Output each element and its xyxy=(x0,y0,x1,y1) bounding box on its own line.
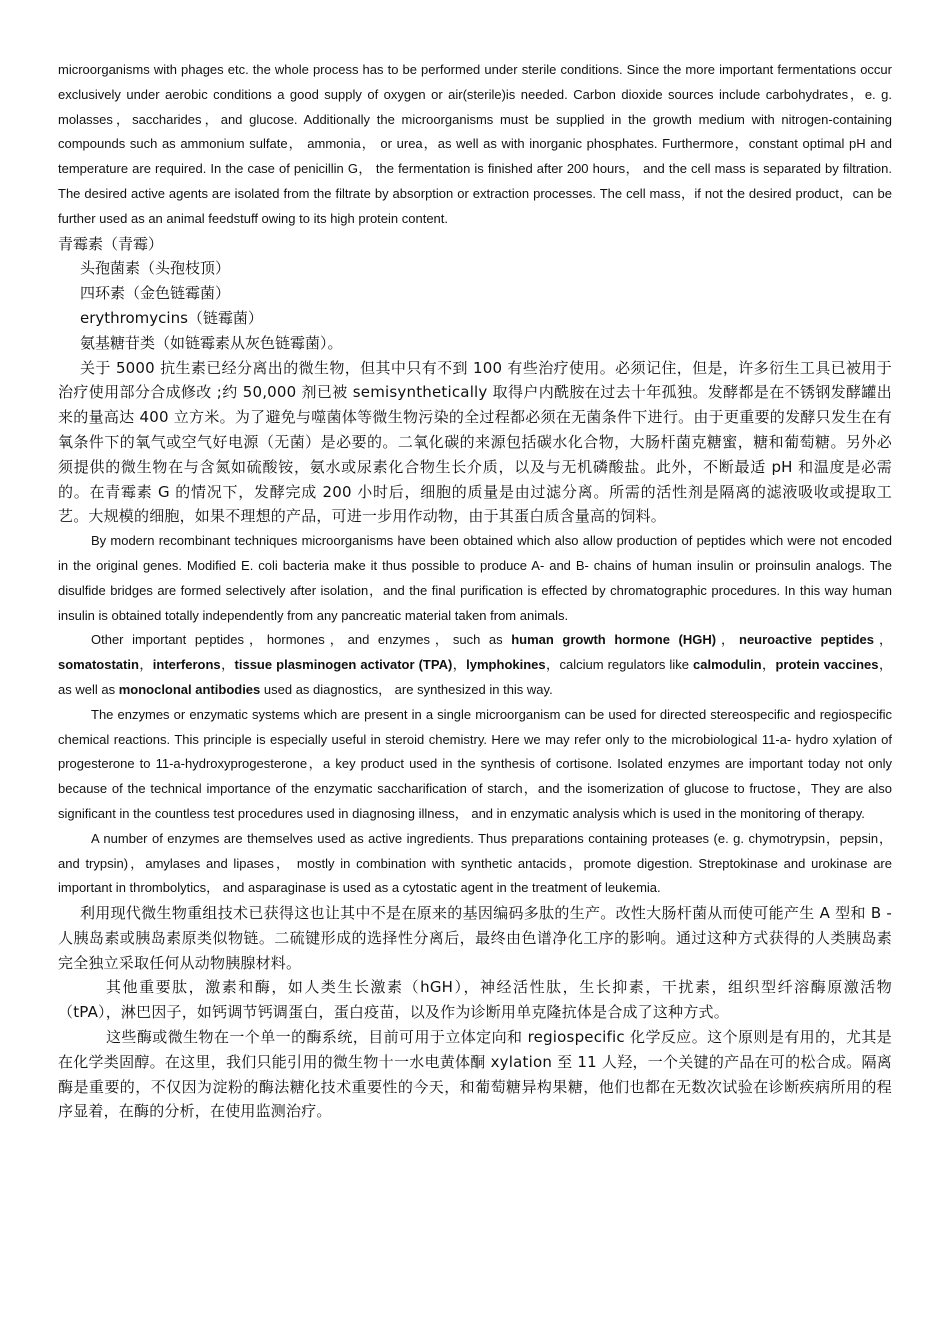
term-neuroactive-peptides: neuroactive peptides xyxy=(739,632,875,648)
term-interferons: interferons xyxy=(152,657,221,673)
list-item: 头孢菌素（头孢枝顶） xyxy=(80,259,231,278)
paragraph-recombinant-en: By modern recombinant techniques microorganisms have been obtained which also allow production of peptides which were not encoded in the original genes. Modified E. coli bacteria make it thus possible to produce A- and B- chains of human insulin or proinsulin analogs. The disulfide bridges are formed selectively after isolation，and the final purification is effected by chromatographic procedures. In this way human insulin is obtained totally independently from any pancreatic material taken from animals. xyxy=(58,533,892,623)
term-protein-vaccines: protein vaccines xyxy=(775,657,879,673)
term-calmodulin: calmodulin xyxy=(693,657,762,673)
paragraph-active-ingredients-en: A number of enzymes are themselves used as active ingredients. Thus preparations containing proteases (e. g. chymotrypsin，pepsin，and trypsin)，amylases and lipases， mostly in combination with synthetic antacids，promote digestion. Streptokinase and urokinase are important in thrombolytics， and asparaginase is used as a cytostatic agent in the treatment of leukemia. xyxy=(58,830,892,896)
term-monoclonal-antibodies: monoclonal antibodies xyxy=(118,681,261,697)
list-item: 四环素（金色链霉菌） xyxy=(80,284,231,303)
paragraph-enzymes-en: The enzymes or enzymatic systems which are present in a single microorganism can be used for directed stereospecific and regiospecific chemical reactions. This principle is especially useful in steroid chemistry. Here we may refer only to the microbiological 11-a- hydro xylation of progesterone to 11-a-hydroxyprogesterone，a key product used in the synthesis of cortisone. Isolated enzymes are important today not only because of the technical importance of the enzymatic saccharification of starch，and the isomerization of glucose to fructose，They are also significant in the countless test procedures used in diagnosing illness， and in enzymatic analysis which is used in the monitoring of therapy. xyxy=(58,706,892,821)
term-tpa: tissue plasminogen activator (TPA) xyxy=(234,657,453,673)
paragraph-fermentation-en: microorganisms with phages etc. the whole process has to be performed under sterile conditions. Since the more important fermentations occur exclusively under aerobic conditions a good supply of oxygen or air(sterile)is needed. Carbon dioxide sources include carbohydrates，e. g. molasses，saccharides，and glucose. Additionally the microorganisms must be supplied in the growth medium with nitrogen-containing compounds such as ammonium sulfate， ammonia， or urea，as well as with inorganic phosphates. Furthermore，constant optimal pH and temperature are required. In the case of penicillin G， the fermentation is finished after 200 hours， and the cell mass is separated by filtration. The desired active agents are isolated from the filtrate by absorption or extraction processes. The cell mass，if not the desired product，can be further used as an animal feedstuff owing to its high protein content. xyxy=(58,62,892,226)
document-page xyxy=(58,58,892,1124)
antibiotic-source-list xyxy=(58,232,892,356)
list-item: 青霉素（青霉） xyxy=(58,234,164,253)
paragraph-enzymes-cn: 这些酶或微生物在一个单一的酶系统，目前可用于立体定向和 regiospecific 化学反应。这个原则是有用的，尤其是在化学类固醇。在这里，我们只能引用的微生物十一水电黄体酮 xylation 至 11 人羟，一个关键的产品在可的松合成。隔离酶是重要的，不仅因为淀粉的酶法糖化技术重要性的今天，和葡萄糖异构果糖，他们也都在无数次试验在诊断疾病所用的程序显着，在酶的分析，在使用监测治疗。 xyxy=(58,1028,892,1121)
list-item: erythromycins（链霉菌） xyxy=(80,308,263,327)
paragraph-fermentation-cn: 关于 5000 抗生素已经分离出的微生物，但其中只有不到 100 有些治疗使用。必须记住，但是，许多衍生工具已被用于治疗使用部分合成修改 ;约 50,000 剂已被 semisynthetically 取得户内酰胺在过去十年孤独。发酵都是在不锈钢发酵罐出来的量高达 400 立方米。为了避免与噬菌体等微生物污染的全过程都必须在无菌条件下进行。由于更重要的发酵只发生在有氧条件下的氧气或空气好电源（无菌）是必要的。二氧化碳的来源包括碳水化合物，大肠杆菌克糖蜜，糖和葡萄糖。另外必须提供的微生物在与含氮如硫酸铵，氨水或尿素化合物生长介质，以及与无机磷酸盐。此外，不断最适 pH 和温度是必需的。在青霉素 G 的情况下，发酵完成 200 小时后，细胞的质量是由过滤分离。所需的活性剂是隔离的滤液吸收或提取工艺。大规模的细胞，如果不理想的产品，可进一步用作动物，由于其蛋白质含量高的饲料。 xyxy=(58,358,892,526)
paragraph-recombinant-cn: 利用现代微生物重组技术已获得这也让其中不是在原来的基因编码多肽的生产。改性大肠杆菌从而使可能产生 A 型和 B -人胰岛素或胰岛素原类似物链。二硫键形成的选择性分离后，最终由色谱净化工序的影响。通过这种方式获得的人类胰岛素完全独立采取任何从动物胰腺材料。 xyxy=(58,904,892,972)
term-lymphokines: lymphokines xyxy=(466,657,546,673)
paragraph-peptides-en: Other important peptides，hormones，and enzymes，such as human growth hormone (HGH)，neuroactive peptides，somatostatin，interferons，tissue plasminogen activator (TPA)，lymphokines，calcium regulators like calmodulin，protein vaccines， as well as monoclonal antibodies used as diagnostics， are synthesized in this way. xyxy=(58,632,892,697)
term-somatostatin: somatostatin xyxy=(58,657,139,673)
list-item: 氨基糖苷类（如链霉素从灰色链霉菌）。 xyxy=(80,333,343,352)
term-hgh: human growth hormone (HGH) xyxy=(511,632,717,648)
paragraph-peptides-cn: 其他重要肽，激素和酶，如人类生长激素（hGH），神经活性肽，生长抑素，干扰素，组织型纤溶酶原激活物（tPA），淋巴因子，如钙调节钙调蛋白，蛋白疫苗，以及作为诊断用单克隆抗体是合成了这种方式。 xyxy=(58,978,892,1022)
